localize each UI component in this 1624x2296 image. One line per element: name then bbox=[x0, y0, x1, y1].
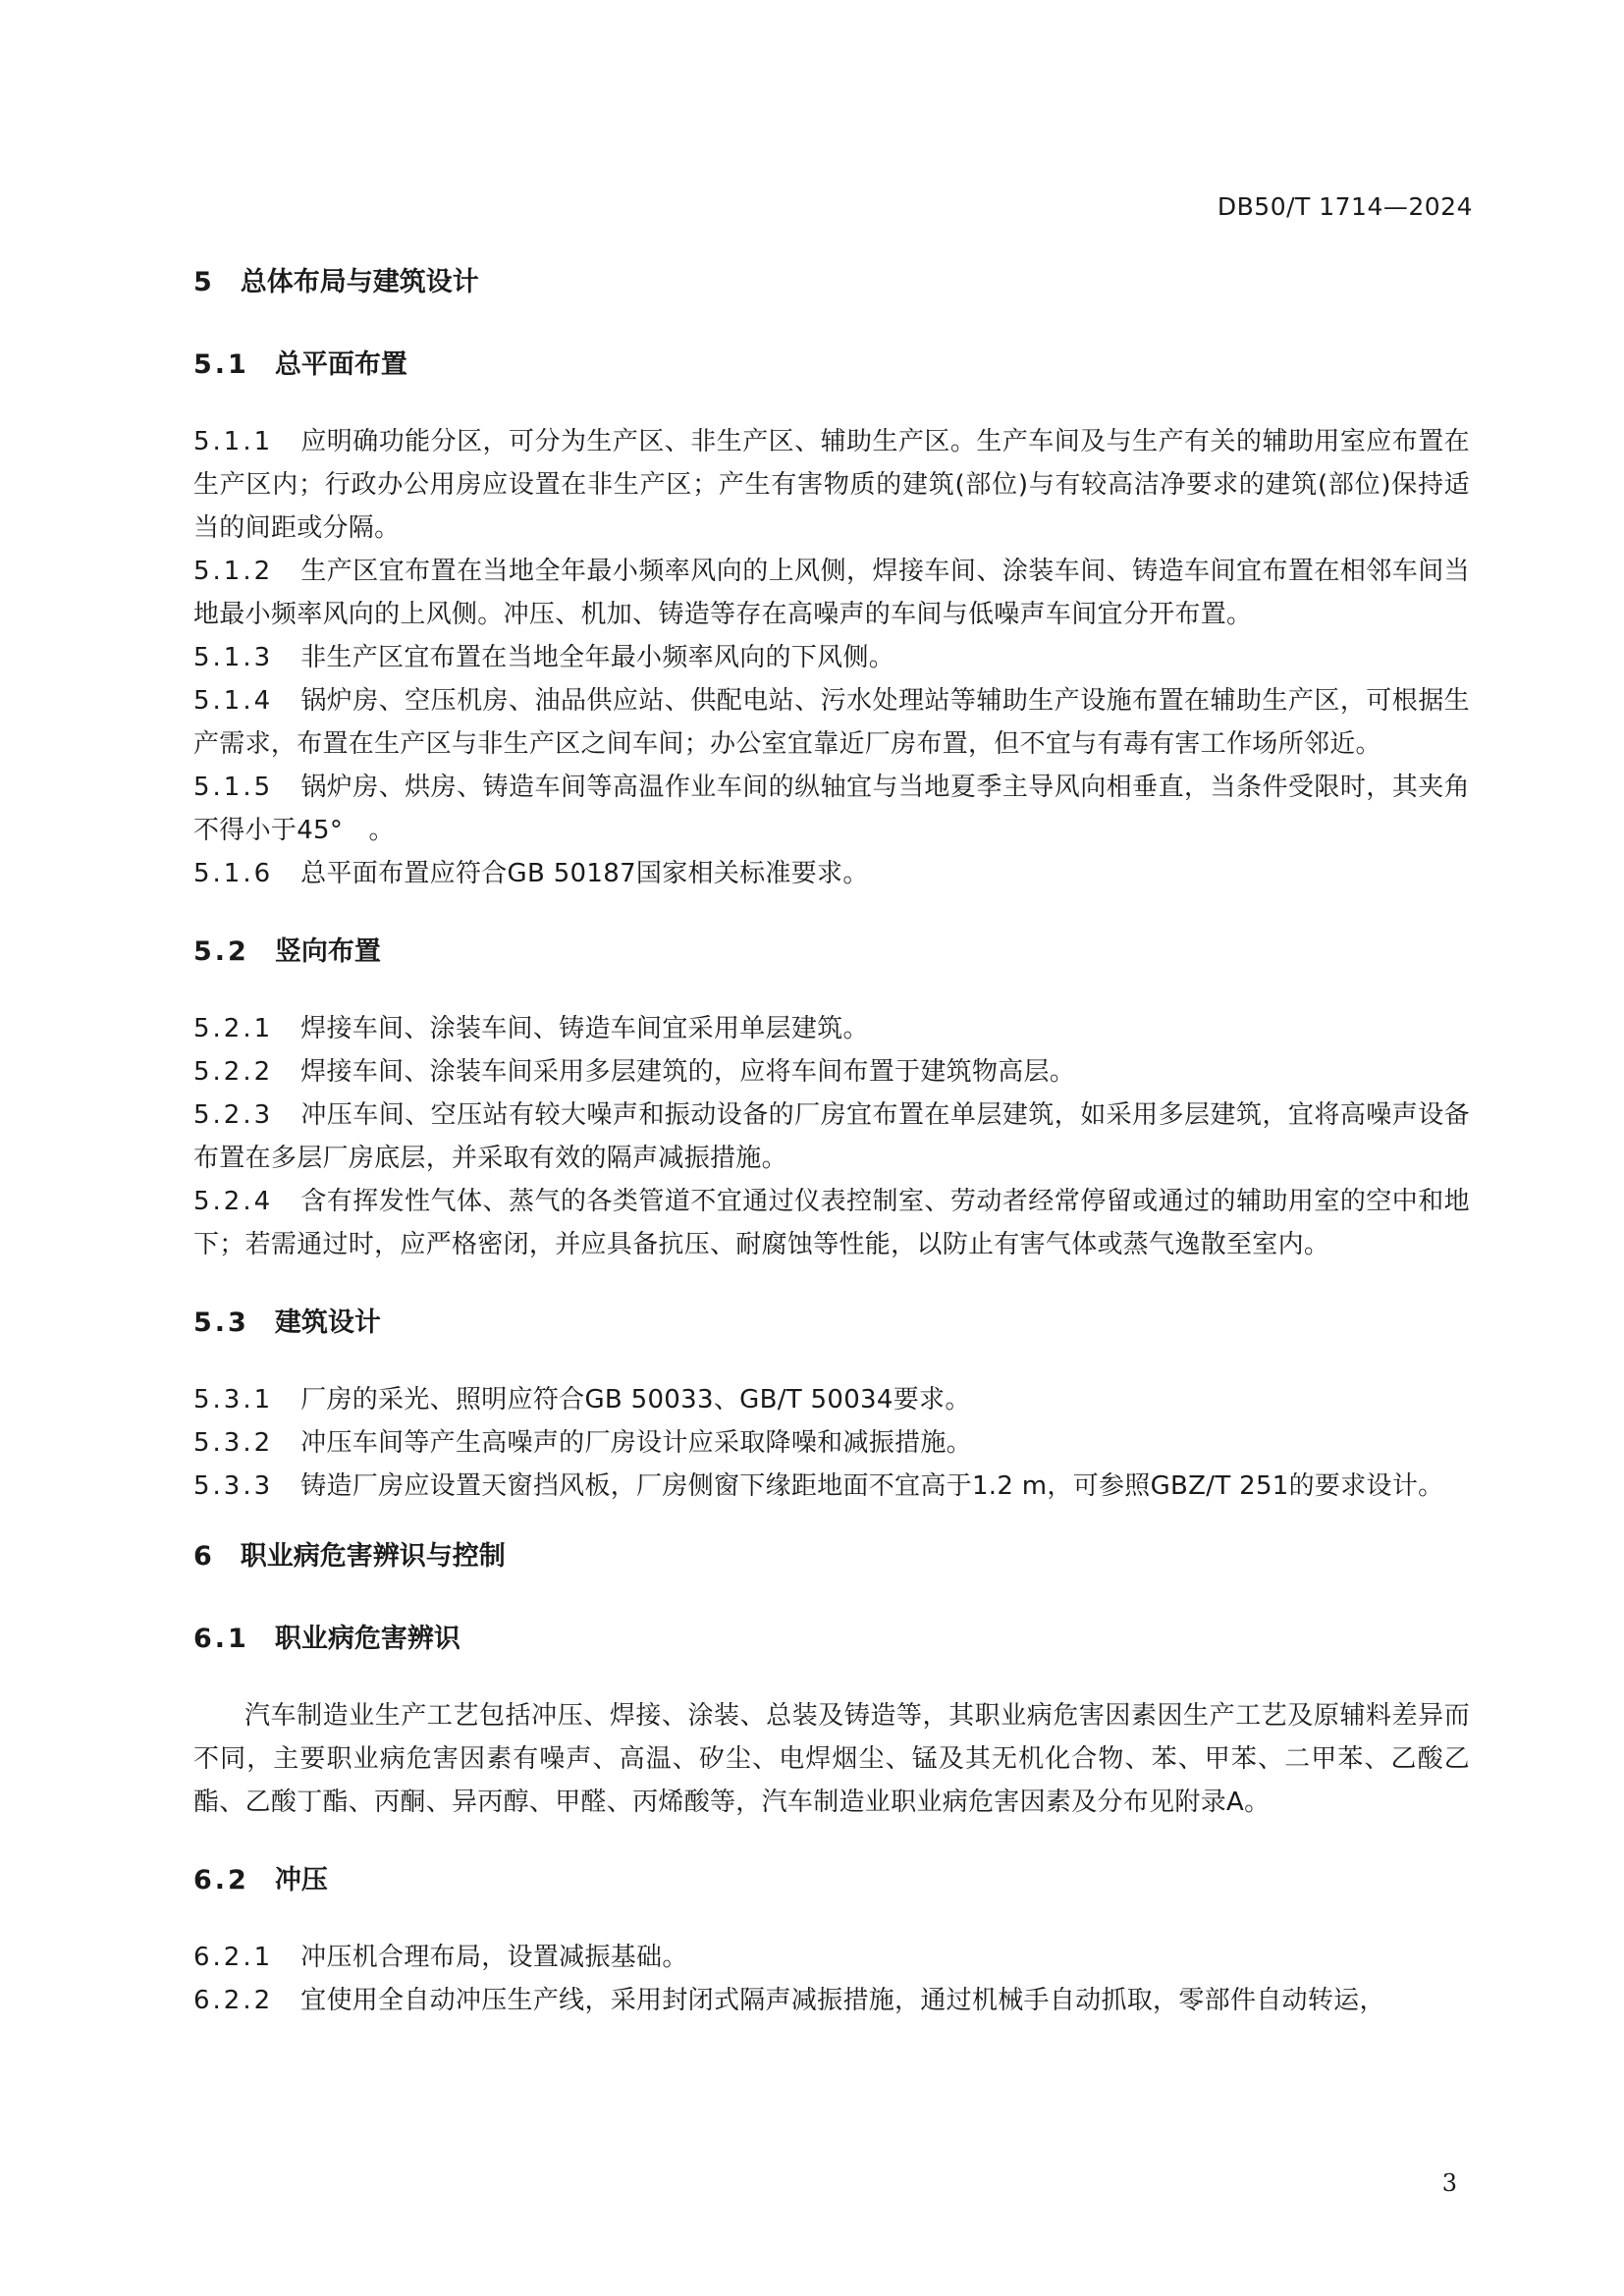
clause-text: 含有挥发性气体、蒸气的各类管道不宜通过仪表控制室、劳动者经常停留或通过的辅助用室的空中和地下；若需通过时，应严格密闭，并应具备抗压、耐腐蚀等性能，以防止有害气体或蒸气逸散至室内。 bbox=[193, 1187, 1470, 1259]
section-title: 总平面布置 bbox=[274, 349, 407, 380]
clause-text: 焊接车间、涂装车间、铸造车间宜采用单层建筑。 bbox=[300, 1014, 869, 1043]
section-title: 职业病危害辨识 bbox=[274, 1624, 460, 1654]
clause bbox=[193, 1465, 1470, 1508]
section-title: 冲压 bbox=[274, 1865, 328, 1896]
clause-number: 6.2.1 bbox=[193, 1943, 274, 1972]
clause-number: 5.1.5 bbox=[193, 773, 274, 802]
clause bbox=[193, 1378, 1470, 1421]
clause-number: 5.1.2 bbox=[193, 557, 274, 586]
clause-number: 5.2.1 bbox=[193, 1014, 274, 1043]
clause-text: 冲压车间等产生高噪声的厂房设计应采取降噪和减振措施。 bbox=[300, 1428, 972, 1458]
section-number: 5.2 bbox=[193, 936, 249, 967]
chapter-heading bbox=[193, 263, 1470, 302]
clause bbox=[193, 1180, 1470, 1266]
clause bbox=[193, 1421, 1470, 1465]
clause-number: 5.2.4 bbox=[193, 1187, 274, 1216]
chapter-title: 总体布局与建筑设计 bbox=[240, 267, 479, 297]
clause-number: 6.2.2 bbox=[193, 1986, 274, 2015]
section-heading bbox=[193, 1620, 1470, 1659]
clause bbox=[193, 636, 1470, 679]
clause bbox=[193, 1094, 1470, 1180]
section-6-1 bbox=[193, 1620, 1470, 1824]
section-5-1 bbox=[193, 346, 1470, 895]
clause bbox=[193, 679, 1470, 766]
clause-text: 冲压机合理布局，设置减振基础。 bbox=[300, 1943, 688, 1972]
clause-text: 宜使用全自动冲压生产线，采用封闭式隔声减振措施，通过机械手自动抓取，零部件自动转运， bbox=[300, 1986, 1385, 2015]
chapter-number: 6 bbox=[193, 1541, 215, 1572]
clause-text: 总平面布置应符合GB 50187国家相关标准要求。 bbox=[300, 859, 869, 888]
section-title: 建筑设计 bbox=[274, 1308, 381, 1338]
clause-number: 5.3.1 bbox=[193, 1385, 274, 1415]
clause bbox=[193, 1936, 1470, 1979]
clause-text: 厂房的采光、照明应符合GB 50033、GB/T 50034要求。 bbox=[300, 1385, 971, 1415]
section-5-2 bbox=[193, 933, 1470, 1266]
document-code: DB50/T 1714—2024 bbox=[1217, 192, 1473, 221]
clause bbox=[193, 852, 1470, 895]
chapter-number: 5 bbox=[193, 267, 215, 297]
section-6-2 bbox=[193, 1861, 1470, 2022]
section-heading bbox=[193, 1861, 1470, 1900]
clause-number: 5.2.2 bbox=[193, 1057, 274, 1087]
section-number: 5.3 bbox=[193, 1308, 249, 1338]
section-number: 5.1 bbox=[193, 349, 249, 380]
clause-number: 5.3.2 bbox=[193, 1428, 274, 1458]
clause bbox=[193, 1050, 1470, 1094]
chapter-6 bbox=[193, 1537, 1470, 2022]
clause bbox=[193, 1007, 1470, 1050]
section-heading bbox=[193, 1304, 1470, 1343]
clause-number: 5.1.6 bbox=[193, 859, 274, 888]
clause-text: 应明确功能分区，可分为生产区、非生产区、辅助生产区。生产车间及与生产有关的辅助用室应布置在生产区内；行政办公用房应设置在非生产区；产生有害物质的建筑(部位)与有较高洁净要求的建筑(部位)保持适当的间距或分隔。 bbox=[193, 427, 1470, 543]
clause-number: 5.1.3 bbox=[193, 643, 274, 672]
page-number: 3 bbox=[1441, 2169, 1457, 2197]
clause-number: 5.2.3 bbox=[193, 1100, 274, 1130]
clause bbox=[193, 420, 1470, 550]
clause-text: 生产区宜布置在当地全年最小频率风向的上风侧，焊接车间、涂装车间、铸造车间宜布置在相邻车间当地最小频率风向的上风侧。冲压、机加、铸造等存在高噪声的车间与低噪声车间宜分开布置。 bbox=[193, 557, 1470, 629]
chapter-5 bbox=[193, 263, 1470, 1508]
clause-number: 5.3.3 bbox=[193, 1471, 274, 1501]
chapter-heading bbox=[193, 1537, 1470, 1576]
section-title: 竖向布置 bbox=[274, 936, 381, 967]
clause-text: 焊接车间、涂装车间采用多层建筑的，应将车间布置于建筑物高层。 bbox=[300, 1057, 1076, 1087]
clause-text: 铸造厂房应设置天窗挡风板，厂房侧窗下缘距地面不宜高于1.2 m，可参照GBZ/T 251的要求设计。 bbox=[300, 1471, 1444, 1501]
clause-number: 5.1.4 bbox=[193, 686, 274, 716]
chapter-title: 职业病危害辨识与控制 bbox=[240, 1541, 506, 1572]
section-heading bbox=[193, 933, 1470, 972]
section-intro: 汽车制造业生产工艺包括冲压、焊接、涂装、总装及铸造等，其职业病危害因素因生产工艺及原辅料差异而不同，主要职业病危害因素有噪声、高温、矽尘、电焊烟尘、锰及其无机化合物、苯、甲苯、二甲苯、乙酸乙酯、乙酸丁酯、丙酮、异丙醇、甲醛、丙烯酸等，汽车制造业职业病危害因素及分布见附录A。 bbox=[193, 1701, 1470, 1817]
clause-text: 锅炉房、空压机房、油品供应站、供配电站、污水处理站等辅助生产设施布置在辅助生产区，可根据生产需求，布置在生产区与非生产区之间车间；办公室宜靠近厂房布置，但不宜与有毒有害工作场所邻近。 bbox=[193, 686, 1470, 759]
clause-text: 锅炉房、烘房、铸造车间等高温作业车间的纵轴宜与当地夏季主导风向相垂直，当条件受限时，其夹角不得小于45° 。 bbox=[193, 773, 1470, 845]
section-heading bbox=[193, 346, 1470, 385]
clause bbox=[193, 1979, 1470, 2022]
section-number: 6.1 bbox=[193, 1624, 249, 1654]
section-number: 6.2 bbox=[193, 1865, 249, 1896]
document-body bbox=[193, 263, 1470, 2022]
clause bbox=[193, 550, 1470, 636]
clause-text: 非生产区宜布置在当地全年最小频率风向的下风侧。 bbox=[300, 643, 895, 672]
clause bbox=[193, 766, 1470, 852]
section-5-3 bbox=[193, 1304, 1470, 1508]
clause-text: 冲压车间、空压站有较大噪声和振动设备的厂房宜布置在单层建筑，如采用多层建筑，宜将高噪声设备布置在多层厂房底层，并采取有效的隔声减振措施。 bbox=[193, 1100, 1470, 1173]
clause-number: 5.1.1 bbox=[193, 427, 274, 456]
